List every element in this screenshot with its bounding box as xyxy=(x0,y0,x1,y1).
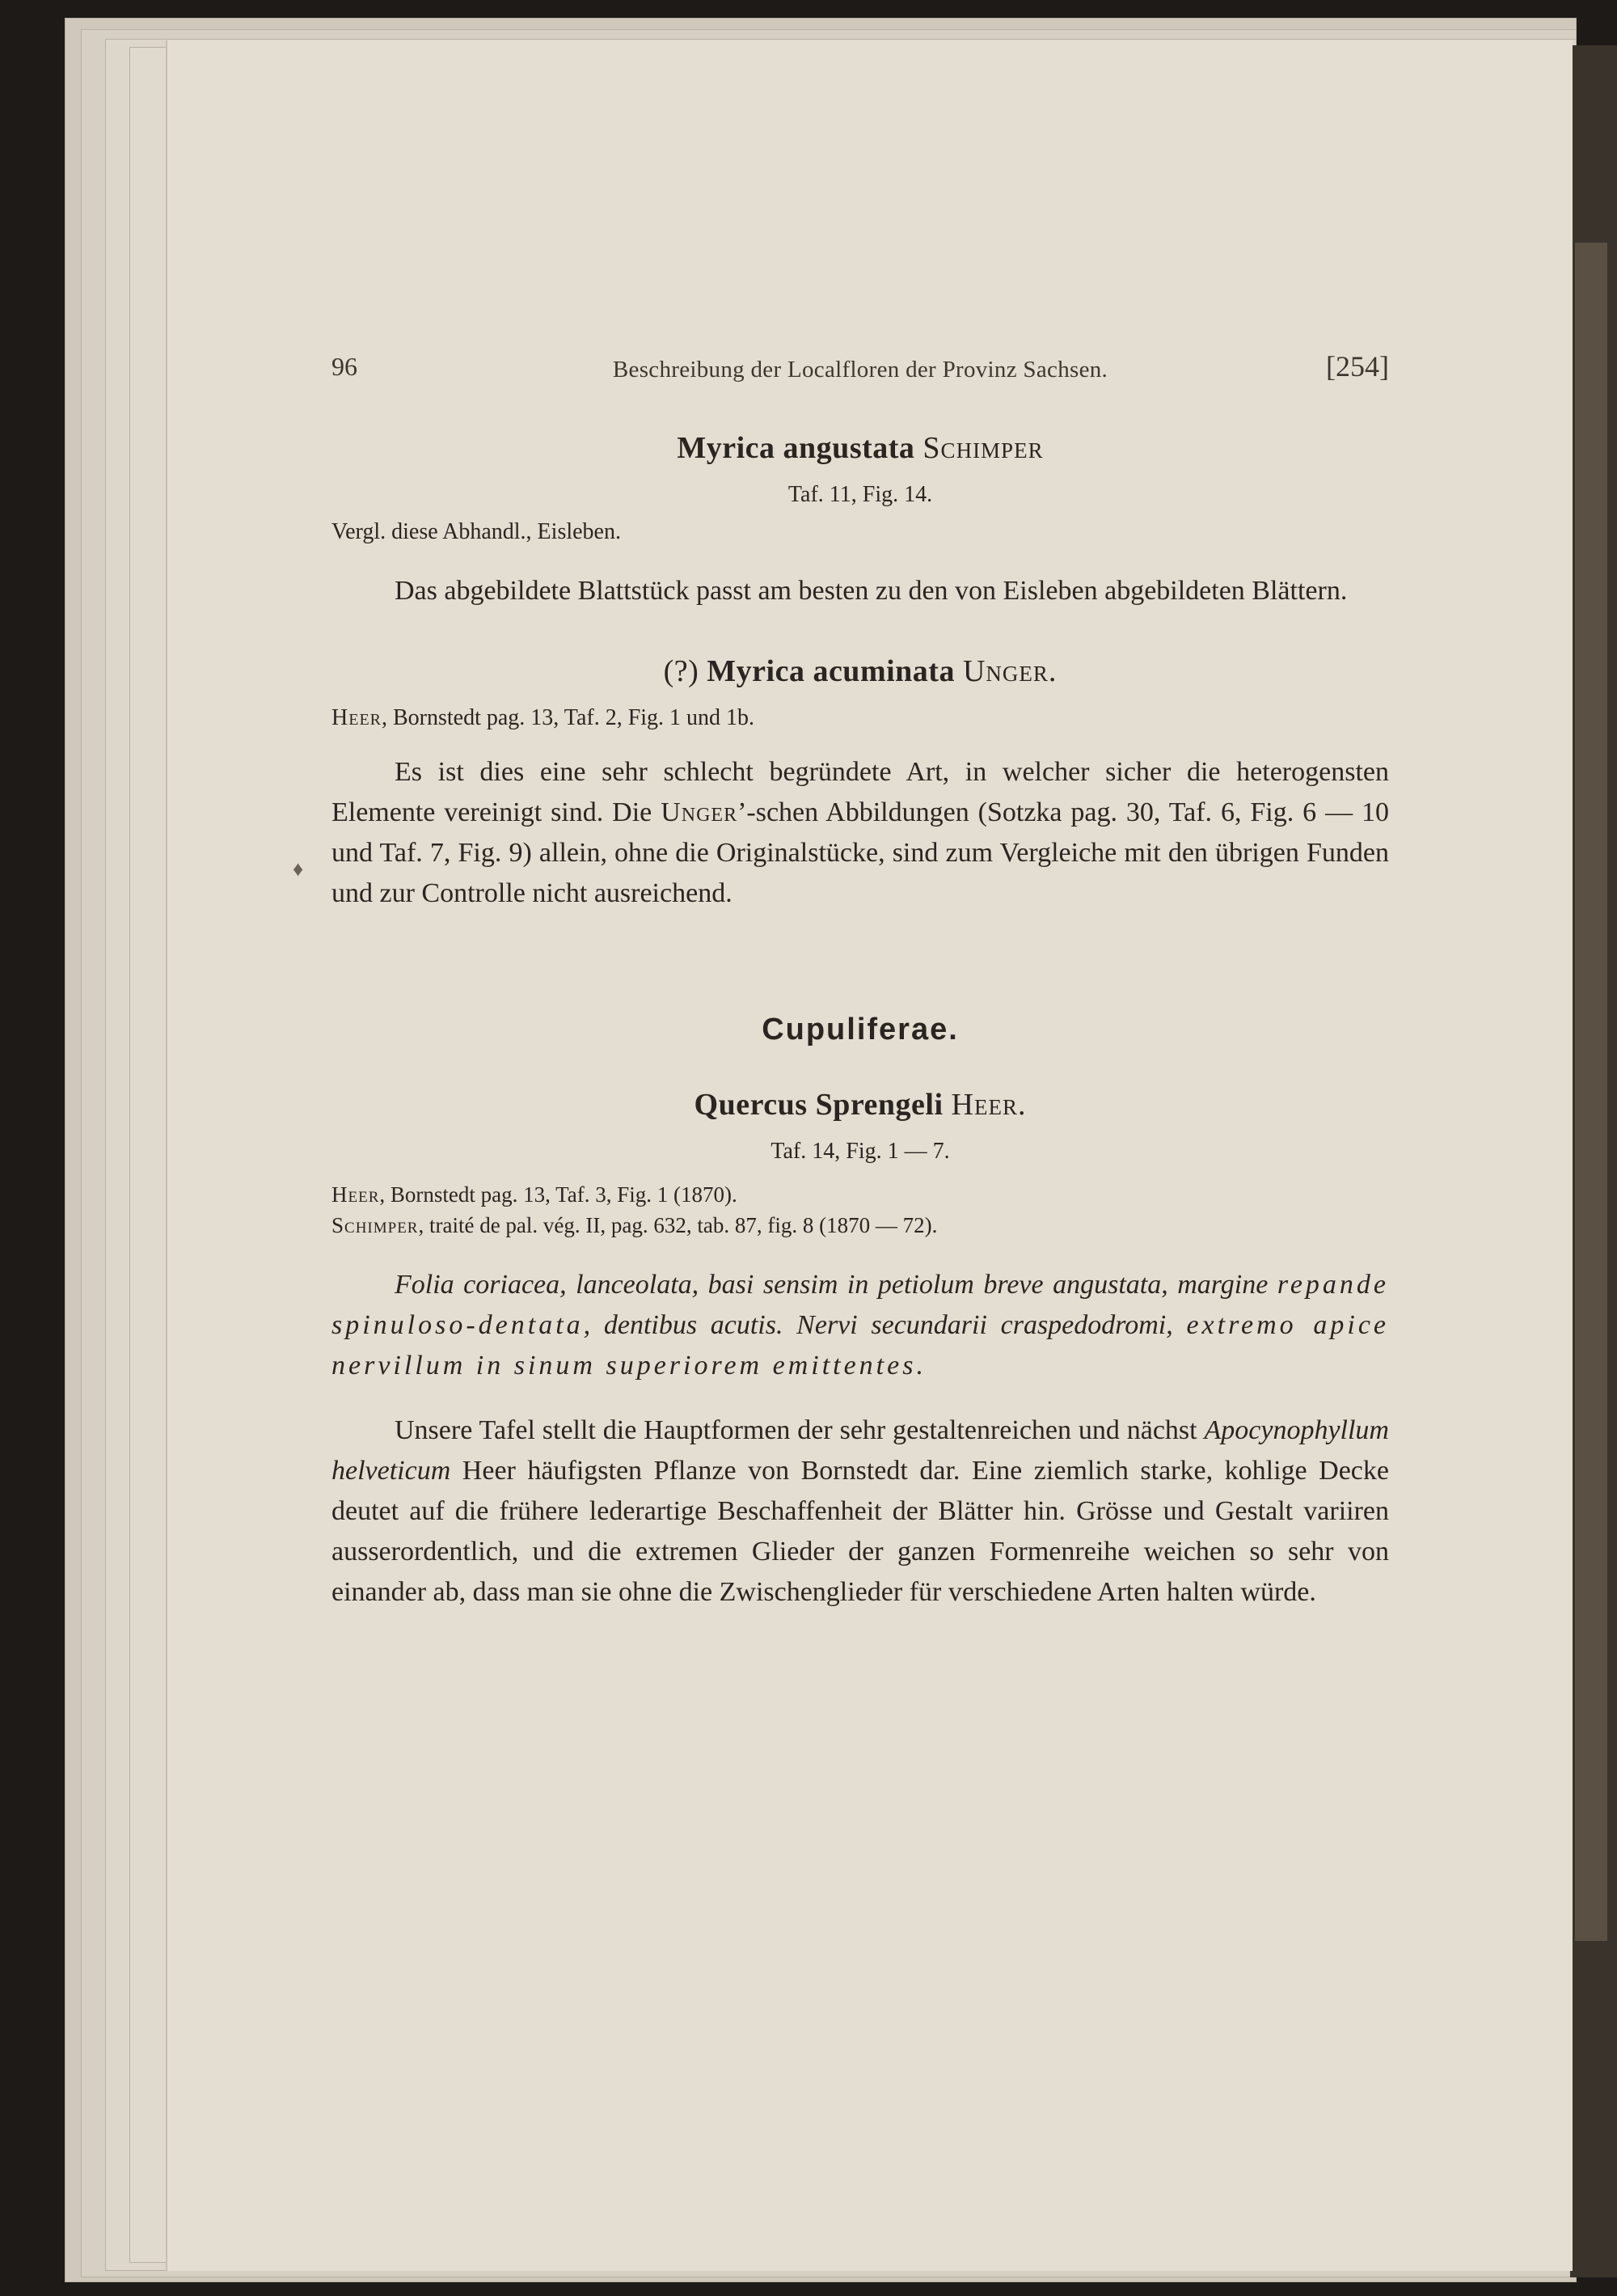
reference-author: Heer xyxy=(331,705,382,730)
plate-reference: Taf. 14, Fig. 1 — 7. xyxy=(771,1139,950,1164)
text-run: Es ist dies eine sehr schlecht begründete Art, in welcher sicher die heterogensten Elemente vereinigt sind. Die xyxy=(331,757,1389,827)
text-run-spaced: extremo apice nervillum in sinum superiorem emittentes xyxy=(331,1310,1389,1381)
page-content xyxy=(331,346,1389,1613)
reference-details: , Bornstedt pag. 13, Taf. 2, Fig. 1 und 1b. xyxy=(382,705,755,730)
reference-author: Schimper xyxy=(331,1213,419,1237)
page-speck: ♦ xyxy=(293,857,304,881)
species-heading xyxy=(331,1085,1389,1124)
author-name-inline: Unger xyxy=(661,797,738,827)
species-heading xyxy=(331,652,1389,691)
literature-reference xyxy=(331,702,1389,734)
page-number: 96 xyxy=(331,352,357,381)
latin-diagnosis xyxy=(331,1265,1389,1386)
bracket-page-number: [254] xyxy=(1326,350,1389,383)
text-run-spaced: repande spinuloso-dentata xyxy=(331,1270,1389,1340)
reference-details: , Bornstedt pag. 13, Taf. 3, Fig. 1 (1870). xyxy=(379,1182,737,1207)
text-run: Unsere Tafel stellt die Hauptformen der sehr gestaltenreichen und nächst xyxy=(395,1415,1205,1445)
species-name: Quercus Sprengeli xyxy=(694,1088,944,1122)
plate-reference: Taf. 11, Fig. 14. xyxy=(787,482,933,507)
species-author: Unger. xyxy=(962,654,1058,688)
running-head xyxy=(331,346,1389,395)
running-title: Beschreibung der Localfloren der Provinz Sachsen. xyxy=(612,357,1108,383)
reference-details: , traité de pal. vég. II, pag. 632, tab. 87, fig. 8 (1870 — 72). xyxy=(418,1213,938,1237)
reference-author: Heer xyxy=(331,1182,380,1207)
taxon-name-inline: Apocynophyllum helveticum xyxy=(331,1415,1389,1486)
species-author: Schimper xyxy=(922,431,1044,465)
literature-reference: Vergl. diese Abhandl., Eisleben. xyxy=(331,519,621,544)
family-heading: Cupuliferae. xyxy=(762,1013,959,1047)
species-name: Myrica acuminata xyxy=(707,654,955,688)
species-name: Myrica angustata xyxy=(677,431,915,465)
uncertainty-marker: (?) xyxy=(663,654,699,688)
literature-reference xyxy=(331,1210,1389,1241)
literature-reference xyxy=(331,1179,1389,1210)
text-run: , dentibus acutis. Nervi secundarii craspedodromi, xyxy=(583,1310,1187,1340)
text-run: ’-schen Abbildungen (Sotzka pag. 30, Taf. 6, Fig. 6 — 10 und Taf. 7, Fig. 9) allein, ohne die Originalstücke, sind zum Vergleiche mit den übrigen Funden und zur Controlle nicht ausreichend. xyxy=(331,797,1390,908)
species-author: Heer. xyxy=(951,1088,1027,1122)
binding-shadow xyxy=(1575,243,1607,1941)
text-run: Heer häufigsten Pflanze von Bornstedt dar. Eine ziemlich starke, kohlige Decke deutet auf die frühere lederartige Beschaffenheit der Blätter hin. Grösse und Gestalt variiren ausserordentlich, und die extremen Glieder der ganzen Formenreihe weichen so sehr von einander ab, dass man sie ohne die Zwischenglieder für verschiedene Arten halten würde. xyxy=(331,1456,1389,1607)
text-run: . xyxy=(916,1351,923,1381)
description-paragraph xyxy=(331,752,1389,914)
text-run: Folia coriacea, lanceolata, basi sensim in petiolum breve angustata, margine xyxy=(395,1270,1277,1300)
description-paragraph xyxy=(331,1410,1389,1613)
species-heading xyxy=(331,429,1389,467)
description-paragraph: Das abgebildete Blattstück passt am besten zu den von Eisleben abgebildeten Blättern. xyxy=(395,576,1348,606)
